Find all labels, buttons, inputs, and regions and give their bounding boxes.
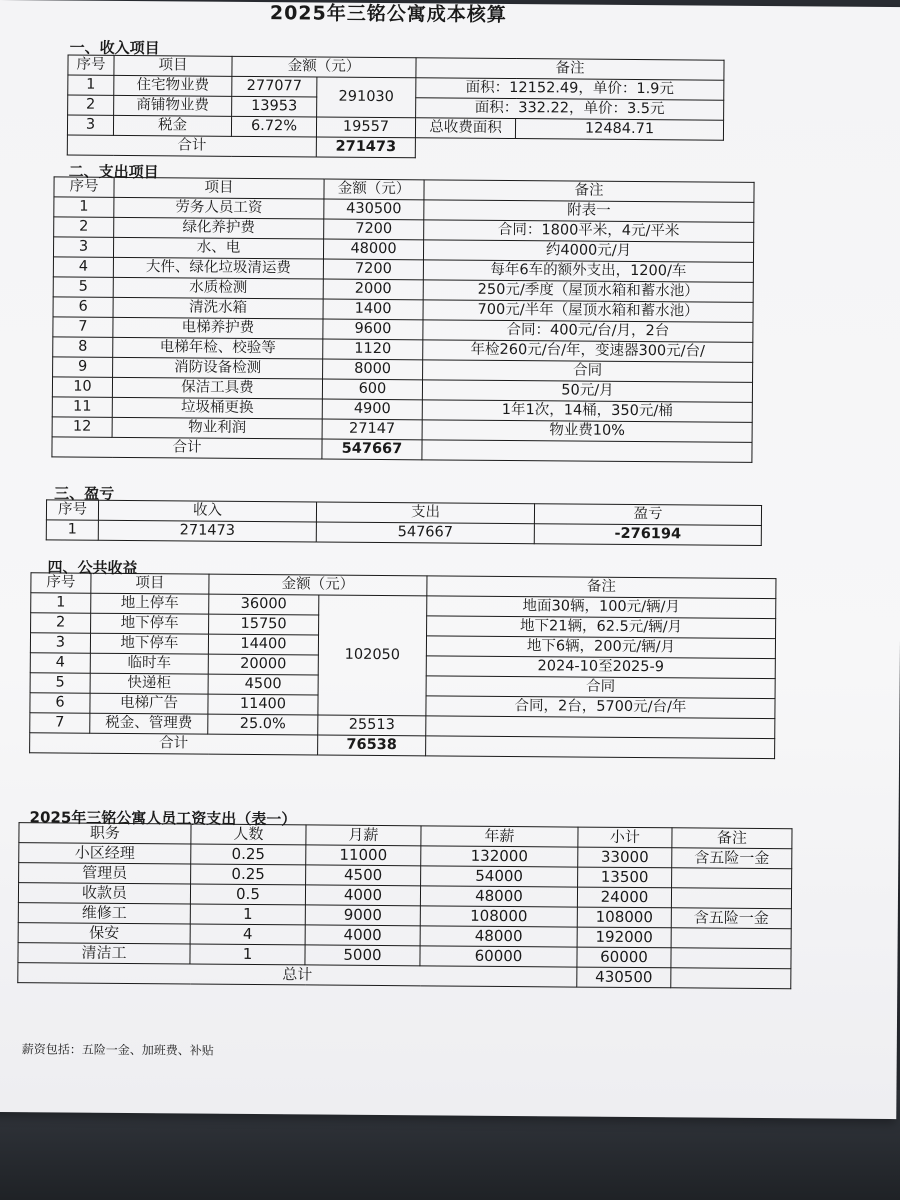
subtotal-amount: 102050: [318, 595, 427, 716]
row-monthly: 9000: [305, 905, 420, 926]
header-remark: 备注: [672, 828, 792, 849]
row-no: 2: [31, 613, 91, 633]
row-remark: [671, 888, 791, 909]
total-area-value: 12484.71: [515, 119, 723, 141]
row-item: 电梯养护费: [113, 317, 323, 339]
row-yearly: 48000: [420, 926, 577, 947]
row-no: 2: [68, 95, 114, 115]
row-amount: 600: [322, 379, 422, 400]
table-row: [46, 520, 761, 546]
row-item: 物业利润: [112, 417, 322, 439]
header-result: 盈亏: [534, 504, 761, 526]
row-amount: 15750: [209, 614, 319, 635]
row-amount: 430500: [324, 199, 424, 220]
row-no: 7: [30, 713, 90, 733]
income-table: [67, 55, 725, 161]
row-item: 大件、绿化垃圾清运费: [113, 257, 323, 279]
header-item: 项目: [114, 177, 324, 199]
row-remark: 面积：332.22，单价：3.5元: [416, 98, 724, 120]
header-yearly: 年薪: [421, 826, 578, 847]
row-item: 快递柜: [90, 673, 208, 694]
row-yearly: 60000: [420, 946, 577, 967]
row-amount: 14400: [208, 634, 318, 655]
row-remark: 合同，2台，5700元/台/年: [426, 696, 775, 719]
header-no: 序号: [54, 177, 114, 197]
total-row: [67, 135, 723, 160]
row-item: 清洗水箱: [113, 297, 323, 319]
row-monthly: 11000: [306, 845, 421, 866]
row-monthly: 4000: [305, 925, 420, 946]
row-role: 维修工: [18, 903, 190, 924]
total-area-label: 总收费面积: [415, 118, 515, 139]
row-no: 4: [30, 653, 90, 673]
row-yearly: 108000: [420, 906, 577, 927]
row-count: 1: [190, 904, 305, 925]
row-yearly: 54000: [421, 866, 578, 887]
row-remark: 250元/季度（屋顶水箱和蓄水池）: [423, 280, 753, 303]
row-no: 11: [52, 397, 112, 417]
row-amount: 25513: [318, 715, 426, 736]
tax-rate: 6.72%: [231, 116, 316, 137]
row-item: 地下停车: [90, 633, 208, 654]
row-remark: 1年1次，14桶，350元/桶: [422, 400, 752, 423]
header-role: 职务: [19, 823, 191, 844]
row-amount: 20000: [208, 654, 318, 675]
total-label: 合计: [52, 437, 322, 459]
row-remark: 合同: [423, 360, 753, 383]
row-no: 6: [30, 693, 90, 713]
row-no: 4: [53, 257, 113, 277]
total-amount: 547667: [322, 439, 422, 460]
row-amount: 13953: [232, 96, 317, 117]
salary-table: [17, 822, 792, 989]
empty-cell: [422, 440, 752, 463]
row-amount: 7200: [323, 259, 423, 280]
row-remark: 合同: [426, 676, 775, 699]
row-item: 保洁工具费: [112, 377, 322, 399]
header-item: 项目: [91, 573, 209, 594]
header-subtotal: 小计: [578, 827, 672, 848]
row-remark: 面积：12152.49，单价：1.9元: [416, 78, 724, 100]
row-subtotal: 13500: [578, 867, 672, 888]
row-monthly: 4500: [306, 865, 421, 886]
row-remark: 地面30辆，100元/辆/月: [427, 596, 776, 619]
row-remark: [671, 928, 791, 949]
row-expense: 547667: [316, 522, 534, 544]
public-heading: 四、公共收益: [47, 558, 138, 578]
expense-table: [51, 176, 754, 462]
row-item: 商铺物业费: [114, 95, 232, 116]
row-remark: 年检260元/台/年，变速器300元/台/: [423, 340, 753, 363]
row-item: 住宅物业费: [114, 75, 232, 96]
row-subtotal: 108000: [577, 907, 671, 928]
header-no: 序号: [31, 573, 91, 593]
row-role: 收款员: [18, 883, 190, 904]
row-item: 税金: [113, 115, 231, 136]
header-item: 项目: [114, 55, 232, 76]
document-title: 2025年三铭公寓成本核算: [269, 2, 507, 26]
header-expense: 支出: [316, 502, 534, 524]
row-count: 1: [190, 944, 305, 965]
total-amount: 76538: [318, 735, 426, 756]
total-row: [52, 437, 752, 462]
row-no: 9: [53, 357, 113, 377]
row-monthly: 5000: [305, 945, 420, 966]
row-amount: 4500: [208, 674, 318, 695]
header-no: 序号: [68, 55, 114, 75]
row-remark: 附表一: [424, 200, 754, 223]
row-item: 垃圾桶更换: [112, 397, 322, 419]
row-remark: 含五险一金: [672, 848, 792, 869]
subtotal-amount: 291030: [317, 77, 416, 118]
row-subtotal: 192000: [577, 927, 671, 948]
row-item: 劳务人员工资: [114, 197, 324, 219]
row-amount: 7200: [324, 219, 424, 240]
row-no: 2: [54, 217, 114, 237]
row-count: 0.25: [191, 864, 306, 885]
row-count: 0.5: [190, 884, 305, 905]
row-item: 水质检测: [113, 277, 323, 299]
row-item: 绿化养护费: [114, 217, 324, 239]
row-amount: 8000: [323, 359, 423, 380]
row-amount: 1400: [323, 299, 423, 320]
row-amount: 1120: [323, 339, 423, 360]
row-amount: 4900: [322, 399, 422, 420]
row-remark: 约4000元/月: [423, 240, 753, 263]
header-income: 收入: [98, 500, 316, 522]
salary-heading: 2025年三铭公寓人员工资支出（表一）: [29, 808, 297, 829]
profit-table: [46, 499, 762, 546]
income-heading: 一、收入项目: [69, 38, 160, 58]
row-item: 临时车: [90, 653, 208, 674]
header-remark: 备注: [427, 576, 776, 599]
empty-cell: [415, 138, 723, 160]
row-remark: 50元/月: [422, 380, 752, 403]
row-yearly: 48000: [420, 886, 577, 907]
row-subtotal: 60000: [577, 947, 671, 968]
row-amount: 2000: [323, 279, 423, 300]
row-no: 10: [52, 377, 112, 397]
row-income: 271473: [98, 520, 316, 542]
row-no: 6: [53, 297, 113, 317]
row-item: 水、电: [113, 237, 323, 259]
header-amount: 金额（元）: [209, 574, 427, 596]
expense-heading: 二、支出项目: [68, 162, 159, 182]
row-remark: 2024-10至2025-9: [426, 656, 775, 679]
public-table: [29, 572, 776, 759]
row-item: 地下停车: [91, 613, 209, 634]
row-monthly: 4000: [305, 885, 420, 906]
row-no: 1: [31, 593, 91, 613]
header-amount: 金额（元）: [324, 179, 424, 200]
row-remark: [672, 868, 792, 889]
row-remark: 物业费10%: [422, 420, 752, 443]
row-no: 12: [52, 417, 112, 437]
row-item: 电梯广告: [90, 693, 208, 714]
row-amount: 11400: [208, 694, 318, 715]
row-amount: 19557: [316, 117, 415, 138]
total-label: 总计: [18, 963, 577, 987]
row-item: 地上停车: [91, 593, 209, 614]
row-no: 1: [46, 520, 98, 540]
row-remark: 含五险一金: [671, 908, 791, 929]
row-role: 小区经理: [19, 843, 191, 864]
total-amount: 271473: [316, 137, 415, 158]
row-count: 0.25: [191, 844, 306, 865]
header-remark: 备注: [424, 180, 754, 203]
row-remark: 合同：400元/台/月，2台: [423, 320, 753, 343]
row-yearly: 132000: [421, 846, 578, 867]
total-label: 合计: [30, 733, 318, 755]
header-monthly: 月薪: [306, 825, 421, 846]
row-role: 清洁工: [18, 943, 190, 964]
row-amount: 277077: [232, 76, 317, 97]
header-no: 序号: [46, 500, 98, 520]
row-no: 1: [54, 197, 114, 217]
row-role: 保安: [18, 923, 190, 944]
row-subtotal: 33000: [578, 847, 672, 868]
row-remark: [671, 948, 791, 969]
row-item: 电梯年检、校验等: [113, 337, 323, 359]
row-amount: 36000: [209, 594, 319, 615]
row-no: 3: [67, 115, 113, 135]
row-no: 5: [53, 277, 113, 297]
row-amount: 48000: [323, 239, 423, 260]
row-remark: 700元/半年（屋顶水箱和蓄水池）: [423, 300, 753, 323]
empty-cell: [671, 968, 791, 989]
header-remark: 备注: [416, 58, 724, 80]
row-no: 3: [53, 237, 113, 257]
profit-heading: 三、盈亏: [54, 484, 115, 503]
row-item: 消防设备检测: [113, 357, 323, 379]
salary-footnote: 薪资包括：五险一金、加班费、补贴: [21, 1042, 214, 1058]
total-amount: 430500: [577, 967, 671, 988]
row-amount: 27147: [322, 419, 422, 440]
header-amount: 金额（元）: [232, 56, 416, 77]
row-remark: 每年6车的额外支出，1200/车: [423, 260, 753, 283]
header-count: 人数: [191, 824, 306, 845]
row-no: 5: [30, 673, 90, 693]
row-count: 4: [190, 924, 305, 945]
total-label: 合计: [67, 135, 316, 157]
row-no: 1: [68, 75, 114, 95]
row-result: -276194: [534, 524, 761, 546]
row-no: 3: [30, 633, 90, 653]
row-remark: [426, 716, 775, 739]
tax-rate: 25.0%: [208, 714, 318, 735]
row-remark: 合同：1800平米，4元/平米: [424, 220, 754, 243]
row-role: 管理员: [19, 863, 191, 884]
row-subtotal: 24000: [577, 887, 671, 908]
row-no: 8: [53, 337, 113, 357]
row-remark: 地下6辆，200元/辆/月: [426, 636, 775, 659]
row-remark: 地下21辆，62.5元/辆/月: [427, 616, 776, 639]
row-amount: 9600: [323, 319, 423, 340]
row-item: 税金、管理费: [90, 713, 208, 734]
row-no: 7: [53, 317, 113, 337]
empty-cell: [426, 736, 775, 759]
